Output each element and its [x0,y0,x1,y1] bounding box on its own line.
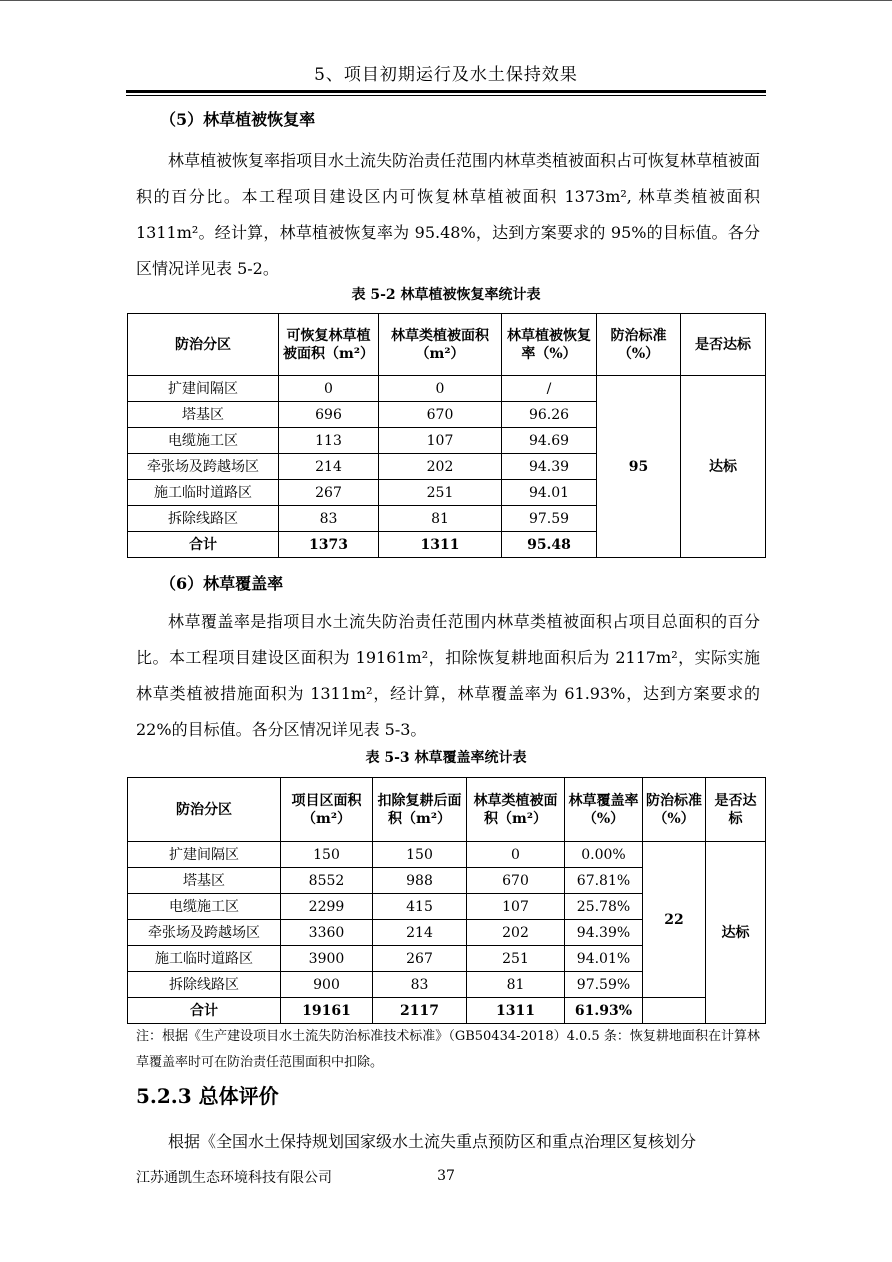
cell-value: 67.81% [565,868,643,894]
cell-value: 202 [467,920,565,946]
cell-value: 0 [467,842,565,868]
section-heading-vegetation-restoration: （5）林草植被恢复率 [160,110,316,129]
cell-zone: 塔基区 [128,868,281,894]
paragraph-vegetation-restoration: 林草植被恢复率指项目水土流失防治责任范围内林草类植被面积占可恢复林草植被面积的百分比。本工程项目建设区内可恢复林草植被面积 1373m², 林草类植被面积 1311m²。经计算，林草植被恢复率为 95.48%，达到方案要求的 95%的目标值。各分区情况详见表 5-2。 [136,151,761,278]
cell-value: 94.01 [502,480,597,506]
cell-total-value: 19161 [281,998,373,1024]
cell-zone: 塔基区 [128,402,279,428]
header-rule-thick [126,90,766,93]
cell-value: 0 [379,376,502,402]
cell-value: 97.59 [502,506,597,532]
cell-zone: 施工临时道路区 [128,480,279,506]
cell-zone: 牵张场及跨越场区 [128,920,281,946]
header-cell: 防治分区 [128,778,281,842]
cell-value: 900 [281,972,373,998]
cell-value: 0.00% [565,842,643,868]
cell-value: 107 [467,894,565,920]
cell-value: 214 [279,454,379,480]
table-row [128,842,766,868]
footer-company: 江苏通凯生态环境科技有限公司 [136,1170,332,1186]
header-cell: 防治分区 [128,314,279,376]
cell-value: 988 [373,868,467,894]
cell-total-label: 合计 [128,998,281,1024]
cell-value: 94.01% [565,946,643,972]
cell-value: 251 [467,946,565,972]
table-5-3 [127,777,766,1024]
cell-empty [643,998,706,1024]
cell-standard: 95 [597,376,681,558]
cell-zone: 牵张场及跨越场区 [128,454,279,480]
cell-standard: 22 [643,842,706,998]
cell-value: 94.39 [502,454,597,480]
cell-zone: 扩建间隔区 [128,376,279,402]
table-caption-5-3: 表 5-3 林草覆盖率统计表 [365,750,527,766]
cell-zone: 电缆施工区 [128,894,281,920]
cell-value: 214 [373,920,467,946]
cell-value: 2299 [281,894,373,920]
cell-total-label: 合计 [128,532,279,558]
header-cell: 林草类植被面积（m²） [379,314,502,376]
cell-total-value: 2117 [373,998,467,1024]
header-cell: 是否达标 [681,314,766,376]
table-row [128,376,766,402]
table-header-row [128,778,766,842]
cell-value: 0 [279,376,379,402]
section-heading-overall-evaluation: 5.2.3 总体评价 [136,1084,279,1108]
cell-total-value: 1311 [379,532,502,558]
table-total-row [128,998,766,1024]
cell-compliance: 达标 [681,376,766,558]
table-header-row [128,314,766,376]
table-note: 注：根据《生产建设项目水土流失防治标准技术标准》（GB50434-2018）4.0.5 条：恢复耕地面积在计算林草覆盖率时可在防治责任范围面积中扣除。 [136,1029,760,1070]
cell-value: 8552 [281,868,373,894]
table-caption-5-2: 表 5-2 林草植被恢复率统计表 [351,287,541,303]
cell-value: 3360 [281,920,373,946]
cell-value: 83 [373,972,467,998]
cell-value: 150 [281,842,373,868]
header-cell: 可恢复林草植被面积（m²） [279,314,379,376]
cell-value: 94.39% [565,920,643,946]
cell-value: 696 [279,402,379,428]
cell-value: 81 [379,506,502,532]
header-cell: 林草类植被面积（m²） [467,778,565,842]
cell-zone: 电缆施工区 [128,428,279,454]
cell-zone: 拆除线路区 [128,506,279,532]
cell-value: 670 [467,868,565,894]
header-cell: 林草植被恢复率（%） [502,314,597,376]
cell-total-value: 95.48 [502,532,597,558]
header-cell: 是否达标 [706,778,766,842]
cell-value: 267 [373,946,467,972]
cell-value: 415 [373,894,467,920]
cell-value: 251 [379,480,502,506]
paragraph-overall-evaluation: 根据《全国水土保持规划国家级水土流失重点预防区和重点治理区复核划分 [168,1132,697,1151]
cell-value: 150 [373,842,467,868]
cell-total-value: 61.93% [565,998,643,1024]
cell-zone: 拆除线路区 [128,972,281,998]
cell-value: 97.59% [565,972,643,998]
header-cell: 防治标准（%） [597,314,681,376]
page-header-title: 5、项目初期运行及水土保持效果 [314,65,578,85]
header-cell: 林草覆盖率（%） [565,778,643,842]
header-cell: 扣除复耕后面积（m²） [373,778,467,842]
cell-compliance: 达标 [706,842,766,1024]
cell-value: 25.78% [565,894,643,920]
cell-value: 96.26 [502,402,597,428]
cell-value: 113 [279,428,379,454]
table-5-2 [127,313,766,558]
cell-zone: 施工临时道路区 [128,946,281,972]
cell-value: 81 [467,972,565,998]
page-number: 37 [437,1168,455,1184]
cell-value: 670 [379,402,502,428]
top-border [0,0,892,1]
cell-value: / [502,376,597,402]
section-heading-vegetation-coverage: （6）林草覆盖率 [160,574,284,593]
cell-value: 83 [279,506,379,532]
header-cell: 防治标准（%） [643,778,706,842]
header-cell: 项目区面积（m²） [281,778,373,842]
cell-value: 3900 [281,946,373,972]
cell-value: 202 [379,454,502,480]
cell-value: 94.69 [502,428,597,454]
paragraph-vegetation-coverage: 林草覆盖率是指项目水土流失防治责任范围内林草类植被面积占项目总面积的百分比。本工程项目建设区面积为 19161m²，扣除恢复耕地面积后为 2117m²，实际实施林草类植被措施面积为 1311m²，经计算，林草覆盖率为 61.93%，达到方案要求的 22%的目标值。各分区情况详见表 5-3。 [136,612,760,739]
header-rule-thin [126,95,766,96]
cell-value: 267 [279,480,379,506]
cell-total-value: 1373 [279,532,379,558]
cell-zone: 扩建间隔区 [128,842,281,868]
cell-total-value: 1311 [467,998,565,1024]
cell-value: 107 [379,428,502,454]
